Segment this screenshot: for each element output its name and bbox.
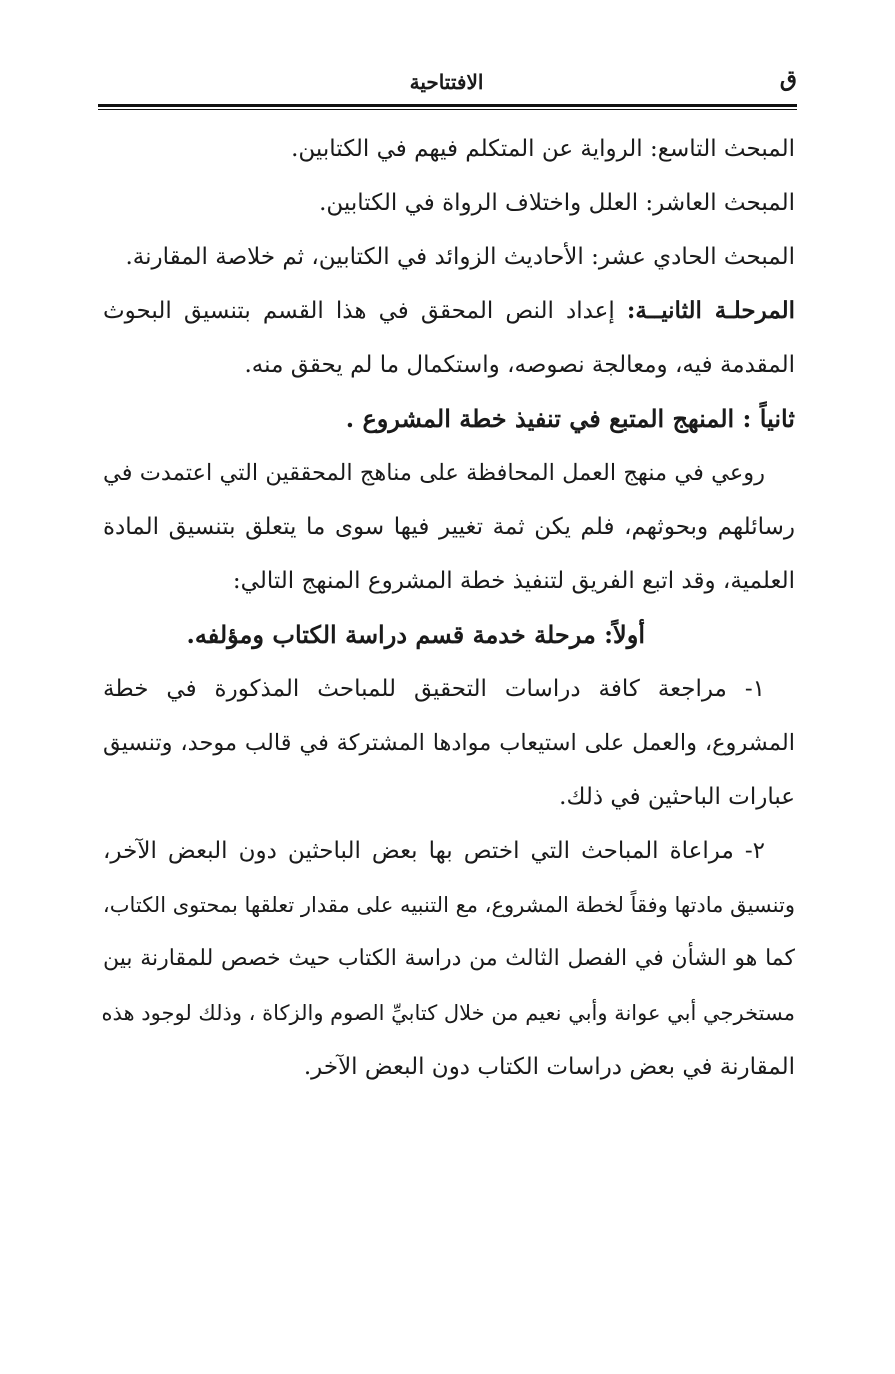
text-line: مستخرجي أبي عوانة وأبي نعيم من خلال كتابيِّ الصوم والزكاة ، وذلك لوجود هذه [101, 1001, 795, 1025]
subsection-heading: أولاً: مرحلة خدمة قسم دراسة الكتاب ومؤلفه. [186, 620, 645, 649]
section-heading: ثانياً : المنهج المتبع في تنفيذ خطة المشروع . [345, 404, 795, 433]
header-rule-thick [98, 104, 797, 107]
header-rule-thin [98, 109, 797, 110]
header-title: الافتتاحية [409, 70, 484, 94]
body-text [103, 122, 795, 1094]
text-line: رسائلهم وبحوثهم، فلم يكن ثمة تغيير فيها سوى ما يتعلق بتنسيق المادة [103, 514, 795, 540]
running-header [96, 62, 797, 102]
text-line: العلمية، وقد اتبع الفريق لتنفيذ خطة المشروع المنهج التالي: [232, 568, 795, 594]
text-line: المبحث الحادي عشر: الأحاديث الزوائد في الكتابين، ثم خلاصة المقارنة. [125, 244, 795, 270]
text-line: ٢- مراعاة المباحث التي اختص بها بعض الباحثين دون البعض الآخر، [103, 838, 765, 864]
text-line: ١- مراجعة كافة دراسات التحقيق للمباحث المذكورة في خطة [103, 676, 765, 702]
text-line: المقدمة فيه، ومعالجة نصوصه، واستكمال ما لم يحقق منه. [244, 352, 795, 378]
text-line: روعي في منهج العمل المحافظة على مناهج المحققين التي اعتمدت في [103, 460, 765, 486]
stage-text: إعداد النص المحقق في هذا القسم بتنسيق البحوث [103, 298, 627, 324]
text-line: وتنسيق مادتها وفقاً لخطة المشروع، مع التنبيه على مقدار تعلقها بمحتوى الكتاب، [102, 893, 795, 917]
page-number: ق [779, 66, 797, 92]
text-line [103, 284, 795, 338]
text-line: كما هو الشأن في الفصل الثالث من دراسة الكتاب حيث خصص للمقارنة بين [103, 946, 795, 971]
text-line: المبحث التاسع: الرواية عن المتكلم فيهم في الكتابين. [291, 136, 795, 162]
text-line: المشروع، والعمل على استيعاب موادها المشتركة في قالب موحد، وتنسيق [103, 730, 795, 756]
text-line: عبارات الباحثين في ذلك. [559, 784, 795, 810]
stage-label: المرحلـة الثانيــة: [626, 297, 796, 324]
text-line: المقارنة في بعض دراسات الكتاب دون البعض الآخر. [303, 1054, 795, 1080]
text-line: المبحث العاشر: العلل واختلاف الرواة في الكتابين. [319, 190, 795, 216]
